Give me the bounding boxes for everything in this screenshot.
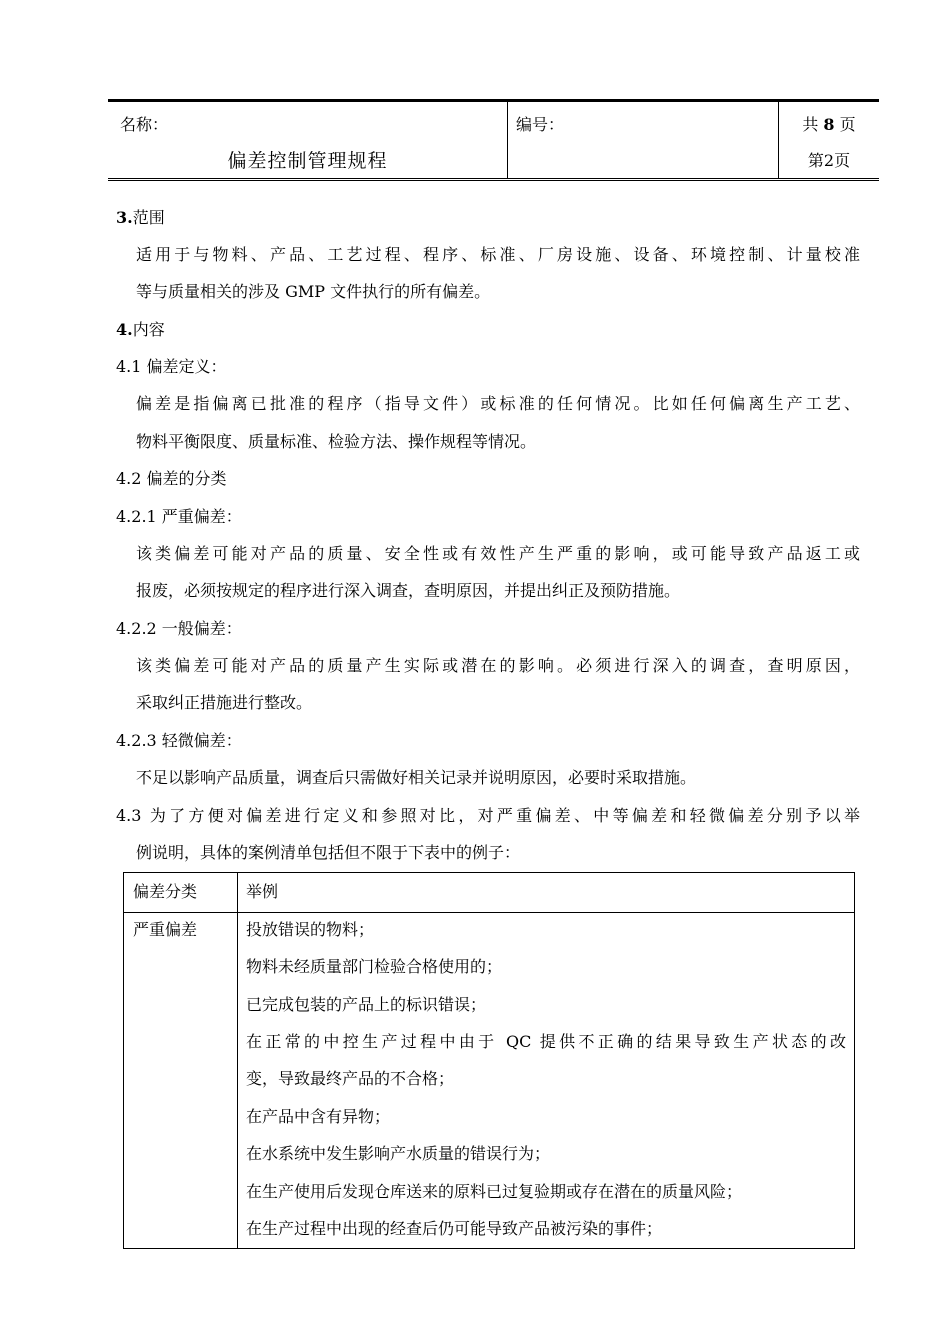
section-4-1-heading: 4.1 偏差定义： [116,357,227,376]
section-4-number: 4. [116,320,133,339]
section-3-title: 范围 [132,208,165,227]
table-example-item: 变，导致最终产品的不合格； [246,1069,455,1088]
number-label: 编号： [516,115,565,134]
total-pages [779,112,879,135]
total-pages-number: 8 [823,115,835,134]
table-header-divider [124,912,854,913]
total-prefix: 共 [802,115,824,134]
table-row-category: 严重偏差 [133,920,198,939]
section-4-2-heading: 4.2 偏差的分类 [116,469,227,488]
table-example-item: 已完成包装的产品上的标识错误； [246,995,487,1014]
section-4-2-2-line-1: 该类偏差可能对产品的质量产生实际或潜在的影响。必须进行深入的调查，查明原因， [136,656,860,675]
section-4-2-1-line-2: 报废，必须按规定的程序进行深入调查，查明原因，并提出纠正及预防措施。 [136,581,681,600]
current-page: 第2页 [807,151,851,170]
document-title: 偏差控制管理规程 [227,150,388,172]
section-4-2-1-line-1: 该类偏差可能对产品的质量、安全性或有效性产生严重的影响，或可能导致产品返工或 [136,544,860,563]
section-4-2-3-heading: 4.2.3 轻微偏差： [116,731,242,750]
section-3-line-1: 适用于与物料、产品、工艺过程、程序、标准、厂房设施、设备、环境控制、计量校准 [136,245,860,264]
section-4-3-line-1: 4.3 为了方便对偏差进行定义和参照对比，对严重偏差、中等偏差和轻微偏差分别予以举 [116,806,860,825]
section-4-2-2-heading: 4.2.2 一般偏差： [116,619,242,638]
table-example-item: 在正常的中控生产过程中由于 QC 提供不正确的结果导致生产状态的改 [246,1032,846,1051]
document-header-table [108,99,879,181]
name-label: 名称： [120,115,169,134]
table-header-examples: 举例 [246,882,279,901]
section-4-1-line-1: 偏差是指偏离已批准的程序（指导文件）或标准的任何情况。比如任何偏离生产工艺、 [136,394,860,413]
section-3-heading [116,208,165,228]
total-suffix: 页 [834,115,856,134]
header-number-cell [507,102,778,178]
section-3-line-2: 等与质量相关的涉及 GMP 文件执行的所有偏差。 [136,282,491,301]
table-example-item: 物料未经质量部门检验合格使用的； [246,957,503,976]
section-3-number: 3. [116,208,133,227]
table-example-item: 投放错误的物料； [246,920,375,939]
section-4-2-1-heading: 4.2.1 严重偏差： [116,507,242,526]
section-4-1-line-2: 物料平衡限度、质量标准、检验方法、操作规程等情况。 [136,432,537,451]
table-header-category: 偏差分类 [133,882,198,901]
section-4-2-3-line-1: 不足以影响产品质量，调查后只需做好相关记录并说明原因，必要时采取措施。 [136,768,697,787]
deviation-examples-table [123,872,855,1249]
section-4-heading [116,320,165,340]
section-4-2-2-line-2: 采取纠正措施进行整改。 [136,693,313,712]
table-example-item: 在生产过程中出现的经查后仍可能导致产品被污染的事件； [246,1219,663,1238]
table-example-item: 在产品中含有异物； [246,1107,391,1126]
header-name-cell [108,102,507,178]
section-4-title: 内容 [132,320,165,339]
table-example-item: 在水系统中发生影响产水质量的错误行为； [246,1144,551,1163]
header-top-rule [108,99,879,101]
table-column-divider [237,873,238,1248]
section-4-3-line-2: 例说明，具体的案例清单包括但不限于下表中的例子： [136,843,521,862]
table-example-item: 在生产使用后发现仓库送来的原料已过复验期或存在潜在的质量风险； [246,1182,743,1201]
header-page-cell [778,102,879,178]
